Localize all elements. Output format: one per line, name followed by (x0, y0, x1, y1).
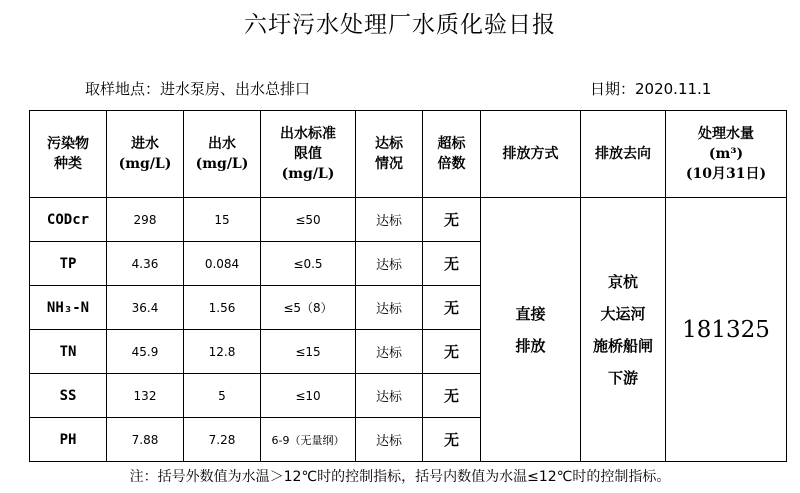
limit-value: ≤50 (261, 198, 356, 242)
inflow-value: 298 (107, 198, 184, 242)
footnote: 注：括号外数值为水温＞12℃时的控制指标，括号内数值为水温≤12℃时的控制指标。 (129, 469, 671, 485)
header-destination: 排放去向 (581, 111, 666, 198)
status-value: 达标 (356, 242, 423, 286)
status-value: 达标 (356, 330, 423, 374)
status-value: 达标 (356, 286, 423, 330)
header-exceed: 超标 倍数 (423, 111, 481, 198)
treatment-volume: 181325 (666, 198, 787, 462)
exceed-value: 无 (423, 286, 481, 330)
limit-value: ≤0.5 (261, 242, 356, 286)
status-value: 达标 (356, 418, 423, 462)
water-quality-table (29, 110, 787, 462)
report-date: 日期：2020.11.1 (590, 80, 712, 98)
exceed-value: 无 (423, 198, 481, 242)
pollutant-name: NH₃-N (30, 286, 107, 330)
inflow-value: 36.4 (107, 286, 184, 330)
header-pollutant: 污染物 种类 (30, 111, 107, 198)
inflow-value: 4.36 (107, 242, 184, 286)
pollutant-name: TN (30, 330, 107, 374)
status-value: 达标 (356, 374, 423, 418)
outflow-value: 12.8 (184, 330, 261, 374)
exceed-value: 无 (423, 330, 481, 374)
sampling-location: 取样地点：进水泵房、出水总排口 (85, 80, 311, 98)
limit-value: ≤15 (261, 330, 356, 374)
limit-value: 6-9（无量纲） (261, 418, 356, 462)
table-header-row (30, 111, 787, 198)
header-method: 排放方式 (481, 111, 581, 198)
report-title: 六圩污水处理厂水质化验日报 (244, 12, 556, 38)
limit-value: ≤10 (261, 374, 356, 418)
header-inflow: 进水 (mg/L) (107, 111, 184, 198)
outflow-value: 7.28 (184, 418, 261, 462)
header-volume: 处理水量 (m³) (10月31日) (666, 111, 787, 198)
header-compliance: 达标 情况 (356, 111, 423, 198)
pollutant-name: CODcr (30, 198, 107, 242)
table-row (30, 198, 787, 242)
status-value: 达标 (356, 198, 423, 242)
discharge-method: 直接 排放 (481, 198, 581, 462)
outflow-value: 15 (184, 198, 261, 242)
exceed-value: 无 (423, 242, 481, 286)
limit-value: ≤5（8） (261, 286, 356, 330)
inflow-value: 7.88 (107, 418, 184, 462)
exceed-value: 无 (423, 418, 481, 462)
pollutant-name: SS (30, 374, 107, 418)
discharge-destination: 京杭 大运河 施桥船闸 下游 (581, 198, 666, 462)
exceed-value: 无 (423, 374, 481, 418)
outflow-value: 0.084 (184, 242, 261, 286)
outflow-value: 5 (184, 374, 261, 418)
pollutant-name: TP (30, 242, 107, 286)
header-outflow: 出水 (mg/L) (184, 111, 261, 198)
inflow-value: 45.9 (107, 330, 184, 374)
pollutant-name: PH (30, 418, 107, 462)
outflow-value: 1.56 (184, 286, 261, 330)
header-limit: 出水标准 限值 (mg/L) (261, 111, 356, 198)
inflow-value: 132 (107, 374, 184, 418)
